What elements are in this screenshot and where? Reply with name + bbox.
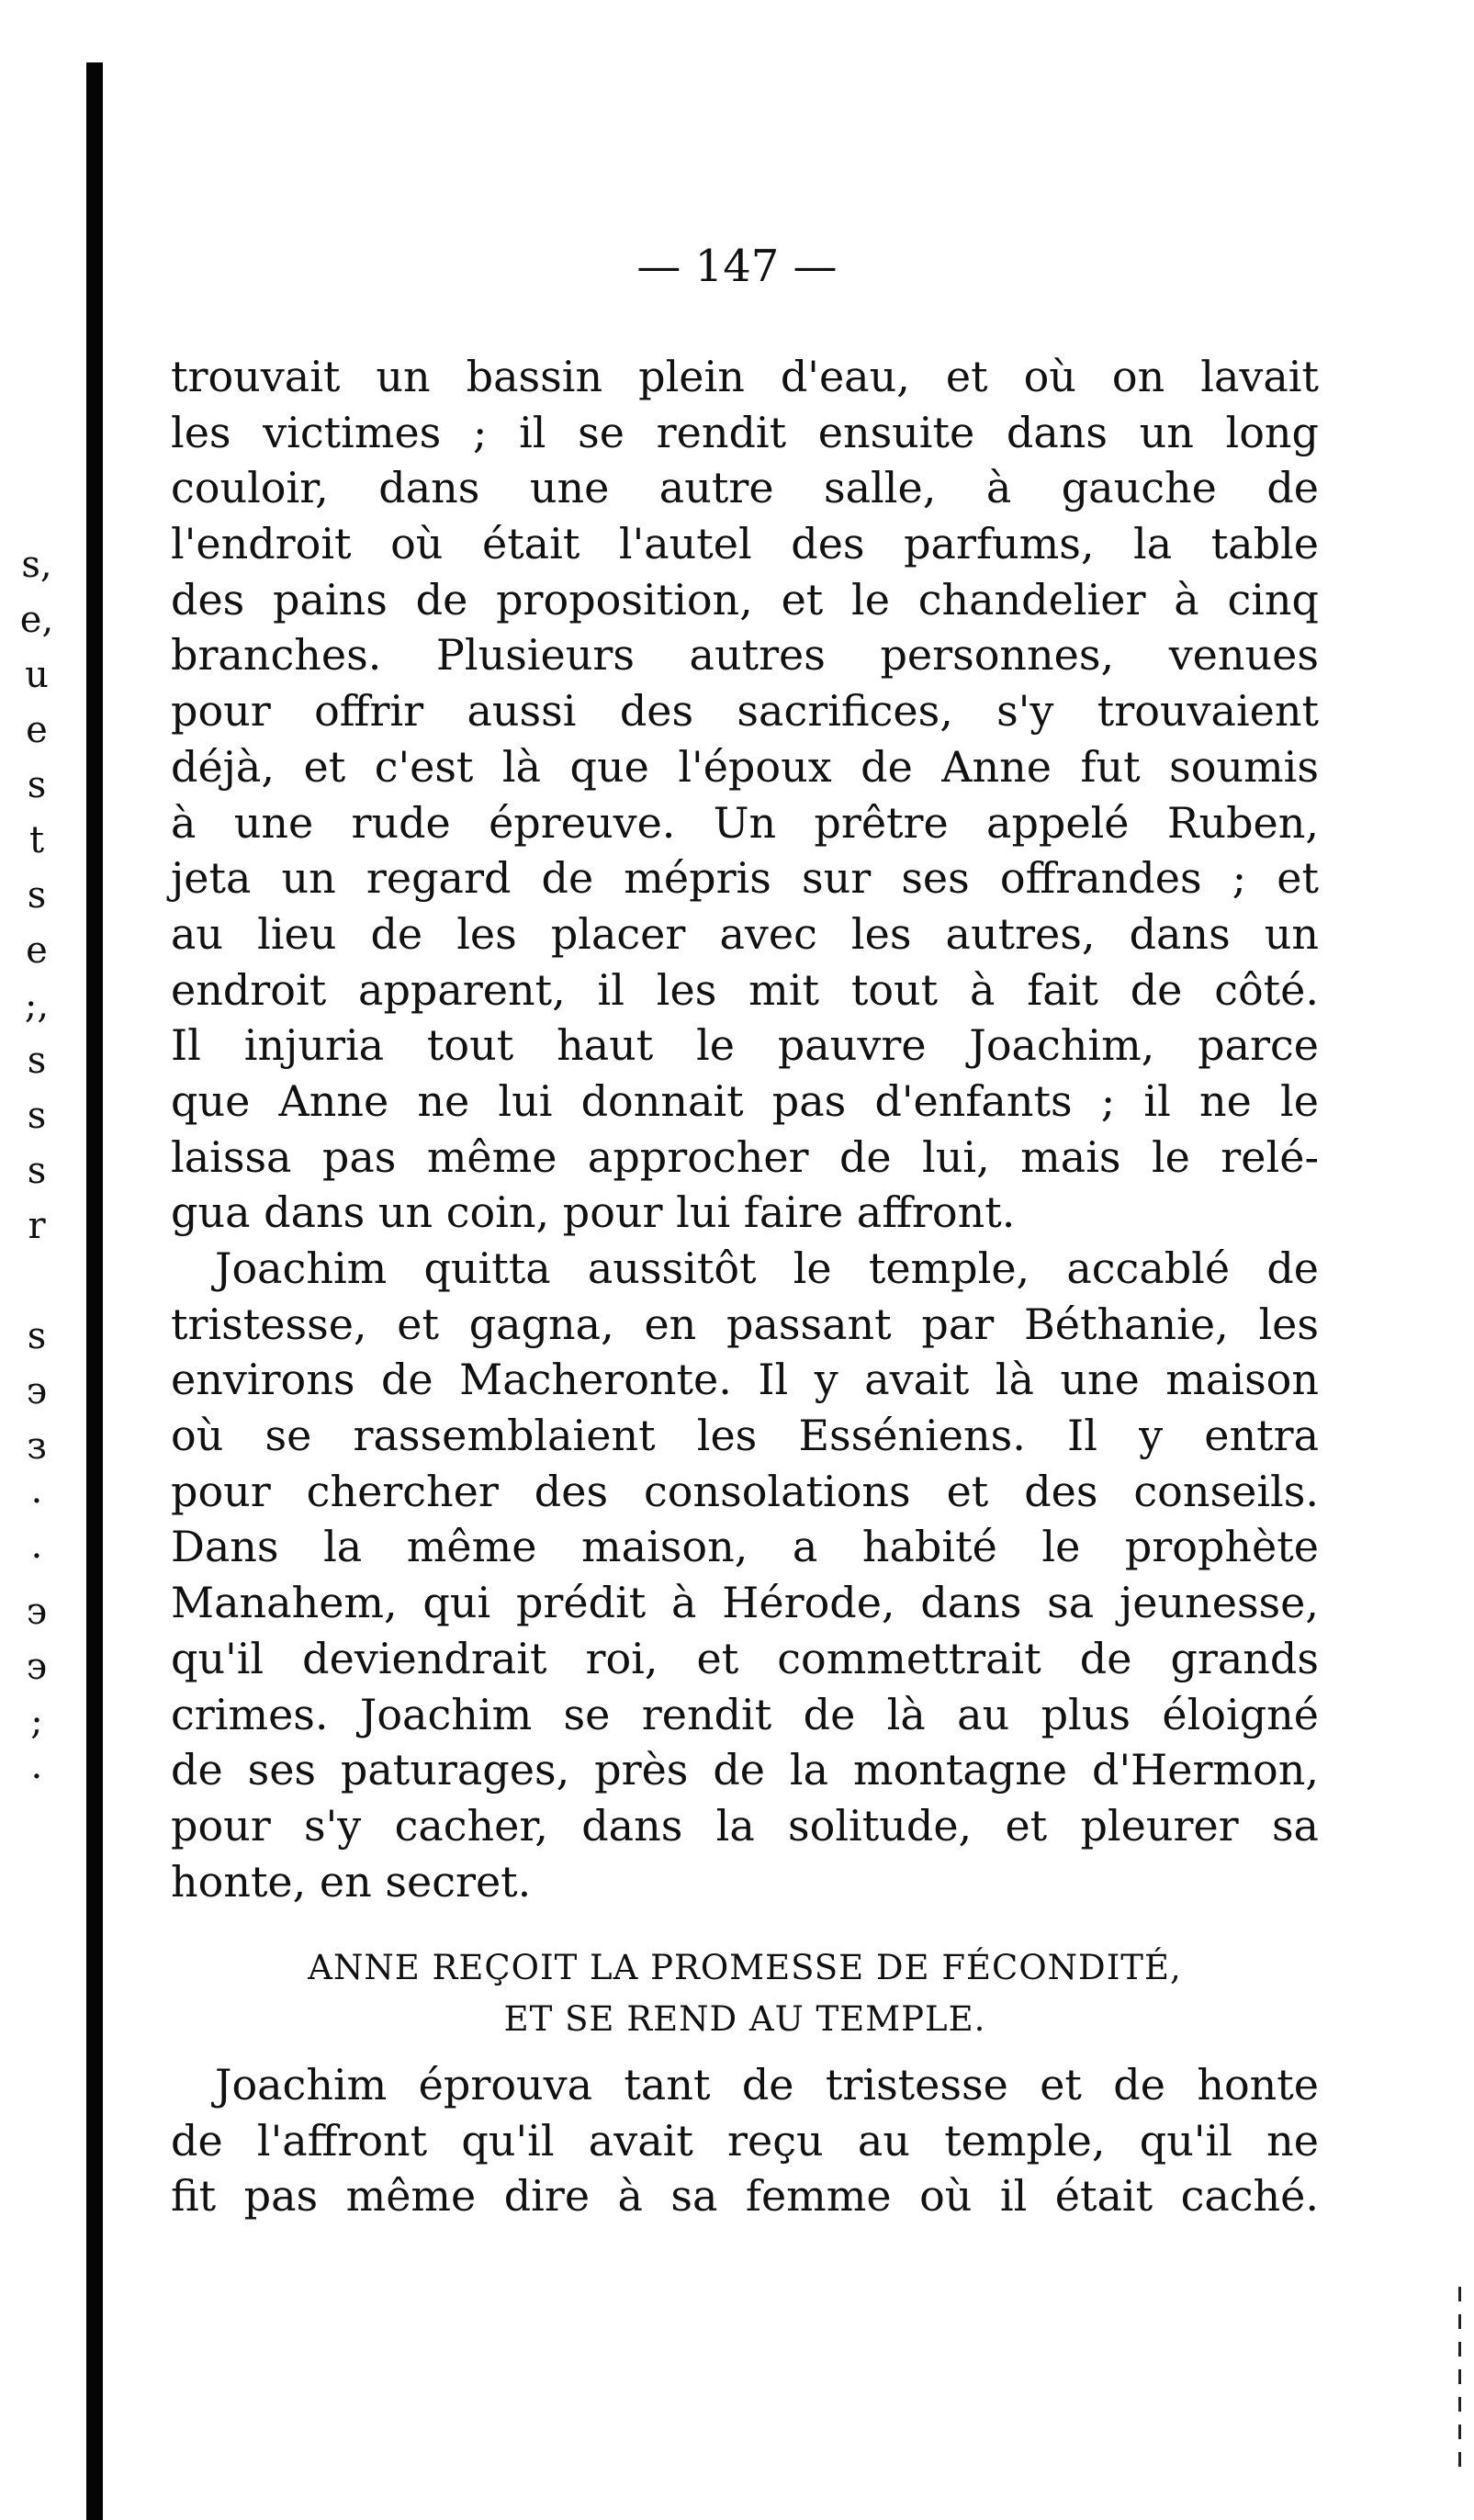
text-line: des pains de proposition, et le chandelier à cinq <box>171 574 1319 624</box>
margin-letter: s <box>27 1315 47 1357</box>
heading-line: ANNE REÇOIT LA PROMESSE DE FÉCONDITÉ, <box>308 1948 1182 1987</box>
margin-letter: t <box>28 819 45 861</box>
text-line: branches. Plusieurs autres personnes, venues <box>171 630 1319 681</box>
text-line: déjà, et c'est là que l'époux de Anne fut soumis <box>171 741 1319 792</box>
body-text <box>171 349 1319 1909</box>
text-line: de ses paturages, près de la montagne d'Hermon, <box>171 1745 1319 1795</box>
margin-letter: ;, <box>24 984 50 1027</box>
text-line: Dans la même maison, a habité le prophète <box>171 1522 1319 1572</box>
margin-letter: · <box>30 1480 43 1523</box>
text-line: de l'affront qu'il avait reçu au temple, qu'il ne <box>171 2115 1319 2166</box>
margin-letter: s, <box>21 544 52 586</box>
text-line: Manahem, qui prédit à Hérode, dans sa jeunesse, <box>171 1578 1319 1628</box>
text-line: gua dans un coin, pour lui faire affront. <box>171 1187 1016 1238</box>
margin-letter: з <box>27 1425 47 1468</box>
heading-line: ET SE REND AU TEMPLE. <box>503 1999 986 2039</box>
text-line: Il injuria tout haut le pauvre Joachim, parce <box>171 1020 1319 1071</box>
text-line: où se rassemblaient les Esséniens. Il y entra <box>171 1411 1319 1461</box>
edge-rule <box>1458 2287 1461 2480</box>
margin-letter: · <box>30 1756 43 1798</box>
text-line: fit pas même dire à sa femme où il était caché. <box>171 2171 1319 2222</box>
text-line: à une rude épreuve. Un prêtre appelé Ruben, <box>171 797 1319 848</box>
section-heading <box>171 1942 1319 2045</box>
margin-letter: · <box>30 1536 43 1578</box>
margin-letter: s <box>27 874 47 917</box>
text-line: couloir, dans une autre salle, à gauche de <box>171 463 1319 513</box>
margin-letter: ; <box>30 1701 43 1743</box>
binding-rule <box>86 62 103 2520</box>
margin-letter: s <box>27 764 47 806</box>
text-line: Joachim éprouva tant de tristesse et de honte <box>215 2060 1319 2109</box>
margin-letter: s <box>27 1040 47 1082</box>
margin-letter: э <box>26 1370 48 1412</box>
margin-letter: э <box>26 1591 48 1633</box>
bleed-through-margin <box>0 537 73 1805</box>
text-line: au lieu de les placer avec les autres, dans un <box>171 908 1319 959</box>
text-line: honte, en secret. <box>171 1856 532 1907</box>
margin-letter: r <box>28 1205 46 1247</box>
margin-letter: s <box>27 1150 47 1192</box>
text-line: l'endroit où était l'autel des parfums, la table <box>171 519 1319 569</box>
body-text-continued <box>171 2057 1319 2224</box>
text-line: trouvait un bassin plein d'eau, et où on lavait <box>171 352 1319 401</box>
text-line: crimes. Joachim se rendit de là au plus éloigné <box>171 1689 1319 1739</box>
margin-letter <box>0 1254 73 1309</box>
text-line: pour s'y cacher, dans la solitude, et pleurer sa <box>171 1800 1319 1851</box>
text-line: pour chercher des consolations et des conseils. <box>171 1466 1319 1516</box>
margin-letter: u <box>25 654 49 696</box>
text-line: pour offrir aussi des sacrifices, s'y trouvaient <box>171 686 1319 737</box>
margin-letter: e <box>26 709 48 751</box>
text-line: qu'il deviendrait roi, et commettrait de grands <box>171 1633 1319 1683</box>
margin-letter: s <box>27 1095 47 1137</box>
text-line: laissa pas même approcher de lui, mais le relé- <box>171 1131 1319 1182</box>
text-line: tristesse, et gagna, en passant par Béthanie, les <box>171 1299 1319 1349</box>
text-line: environs de Macheronte. Il y avait là une maison <box>171 1355 1319 1405</box>
margin-letter: э <box>26 1646 48 1688</box>
text-line: jeta un regard de mépris sur ses offrandes ; et <box>171 853 1319 904</box>
text-line: que Anne ne lui donnait pas d'enfants ; il ne le <box>171 1075 1319 1126</box>
margin-letter: e, <box>19 599 54 641</box>
text-line: endroit apparent, il les mit tout à fait de côté. <box>171 964 1319 1015</box>
page-number: — 147 — <box>636 241 838 292</box>
margin-letter: e <box>26 929 48 972</box>
text-line: Joachim quitta aussitôt le temple, accablé de <box>215 1243 1319 1293</box>
text-line: les victimes ; il se rendit ensuite dans un long <box>171 407 1319 457</box>
